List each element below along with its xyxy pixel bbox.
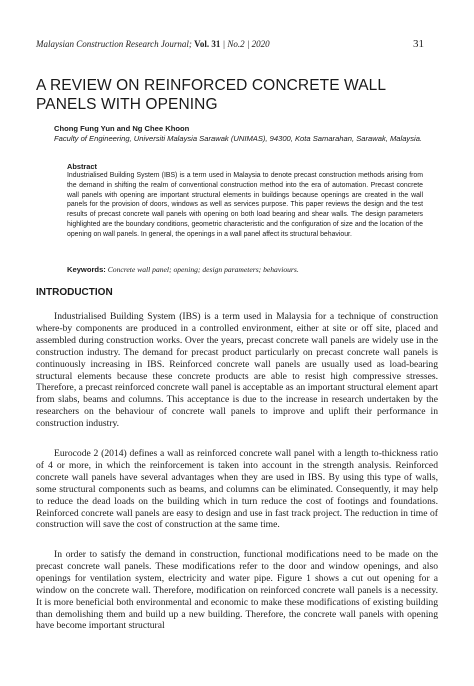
keywords-line: [67, 265, 427, 274]
journal-year: 2020: [251, 39, 270, 49]
journal-name: Malaysian Construction Research Journal;: [36, 39, 192, 49]
author-affiliation: Faculty of Engineering, Universiti Malaysia Sarawak (UNIMAS), 94300, Kota Samarahan, Sarawak, Malaysia.: [54, 134, 423, 143]
keywords-label: Keywords:: [67, 265, 106, 274]
page-number: 31: [413, 38, 424, 50]
abstract-heading: Abstract: [67, 162, 97, 171]
author-list: Chong Fung Yun and Ng Chee Khoon: [54, 124, 190, 133]
keywords-text: Concrete wall panel; opening; design parameters; behaviours.: [107, 265, 299, 274]
running-head: Malaysian Construction Research Journal; Vol. 31 | No.2 | 2020: [36, 39, 270, 49]
abstract-text: Industrialised Building System (IBS) is a term used in Malaysia to denote precast construction methods arising from the demand in shifting the realm of conventional construction method into the era of automation. Precast concrete wall panels with opening are important structural elements in buildings because openings are created in the wall panels for the provision of doors, windows as well as services purpose. This paper reviews the design and the test results of precast concrete wall panels with opening on both load bearing and shear walls. The design parameters highlighted are the boundary conditions, geometric characteristic and the configuration of size and the location of the opening on wall panels. In general, the openings in a wall panel affect its structural behaviour.: [67, 172, 423, 238]
journal-issue: No.2: [227, 39, 245, 49]
section-heading-introduction: INTRODUCTION: [36, 287, 113, 298]
body-paragraph: Eurocode 2 (2014) defines a wall as reinforced concrete wall panel with a length to-thickness ratio of 4 or more, in which the reinforcement is taken into account in the strength analysis. Reinforced concrete wall panels have several advantages when they are used in IBS. By using this type of walls, some structural components such as beams, and columns can be eliminated. Consequently, it may help to reduce the dead loads on the building which in turn reduce the cost of footings and foundations. Reinforced concrete wall panels are easy to design and use in fast track project. The reduction in time of construction will save the cost of construction at the same time.: [36, 448, 438, 531]
journal-volume: Vol. 31: [194, 39, 221, 49]
body-paragraph: Industrialised Building System (IBS) is a term used in Malaysia for a technique of construction where-by components are produced in a controlled environment, either at site or off site, placed and assembled during construction works. Over the years, precast concrete wall panels are widely use in the construction industry. The demand for precast product particularly on precast concrete wall panels is continuously increasing in IBS. Reinforced concrete wall panels are usually used as load-bearing structural elements because these concrete products are able to resist high compressive stresses. Therefore, a precast reinforced concrete wall panel is acceptable as an important structural element apart from slabs, beams and columns. This acceptance is due to the increase in research undertaken by the researchers on the behaviour of concrete wall panels to improve and uplift their performance in construction industry.: [36, 311, 438, 430]
body-paragraph: In order to satisfy the demand in construction, functional modifications need to be made on the precast concrete wall panels. These modifications refer to the door and window openings, and also openings for ventilation system, electricity and water pipe. Figure 1 shows a cut out opening for a window on the concrete wall. Therefore, modification on reinforced concrete wall panels is a necessity. It is more beneficial both environmental and economic to make these modifications of existing building than demolishing them and build up a new building. Therefore, the concrete wall panels with opening have become important structural: [36, 549, 438, 632]
paper-title: A REVIEW ON REINFORCED CONCRETE WALL PANELS WITH OPENING: [36, 77, 386, 113]
